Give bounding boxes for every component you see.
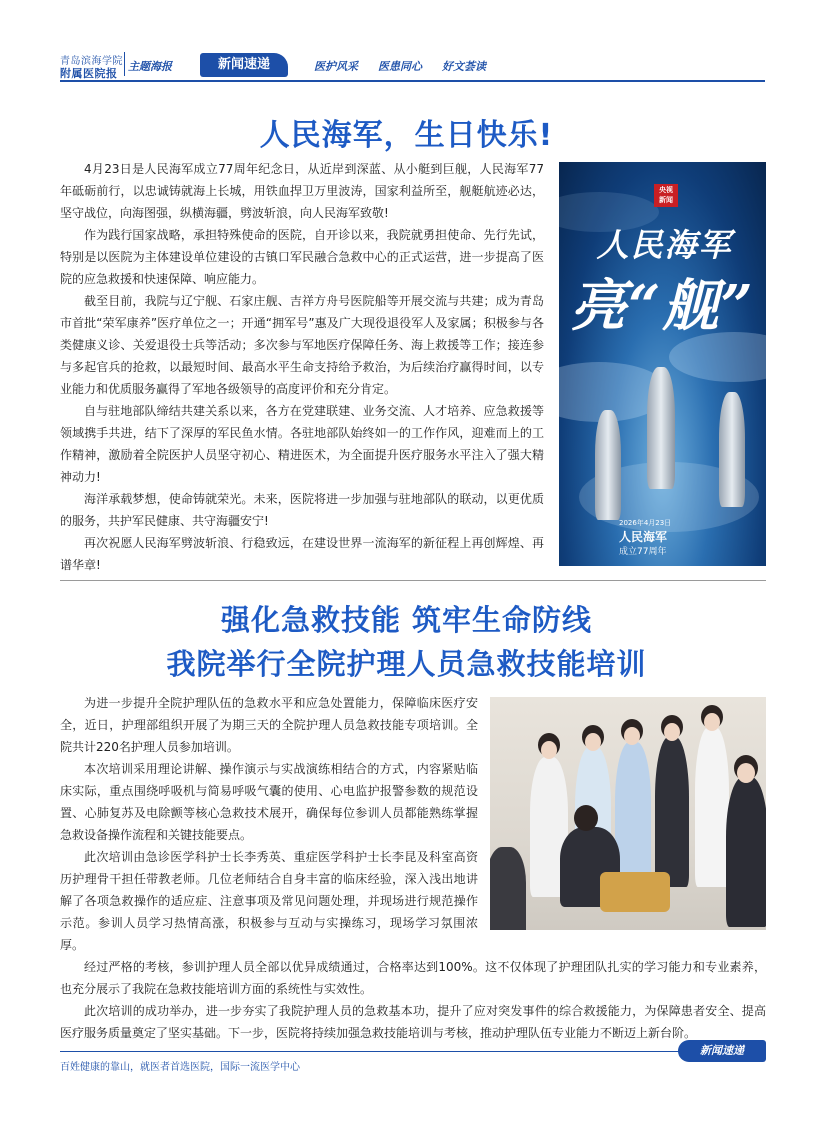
article1-paragraph: 作为践行国家战略，承担特殊使命的医院，自开诊以来，我院就勇担使命、先行先试，特别是以医院为主体建设单位建设的古镇口军民融合急救中心的正式运营，进一步提高了医院的应急救援和快速保障、响应能力。 <box>60 228 544 286</box>
nav-item-theme-poster[interactable]: 主题海报 <box>128 60 172 73</box>
masthead-logo-line2: 附属医院报 <box>60 67 118 80</box>
article1-paragraph: 海洋承载梦想，使命铸就荣光。未来，医院将进一步加强与驻地部队的联动，以更优质的服务，共护军民健康、共守海疆安宁! <box>60 492 544 528</box>
article2-title-line2: 我院举行全院护理人员急救技能培训 <box>166 647 647 681</box>
article2-body-side <box>60 692 478 956</box>
article2-body-full <box>60 956 766 1044</box>
article2-paragraph: 本次培训采用理论讲解、操作演示与实战演练相结合的方式，内容紧贴临床实际，重点围绕呼吸机与简易呼吸气囊的使用、心电监护报警参数的规范设置、心肺复苏及电除颤等核心急救技术展开，确保每位参训人员都能熟练掌握急救设备操作流程和关键技能要点。 <box>60 762 478 842</box>
poster-title-line1: 人民海军 <box>596 226 733 264</box>
article1-paragraph: 再次祝愿人民海军劈波斩浪、行稳致远，在建设世界一流海军的新征程上再创辉煌、再谱华章! <box>60 536 544 572</box>
article-divider <box>60 580 766 581</box>
article1-paragraph: 截至目前，我院与辽宁舰、石家庄舰、吉祥方舟号医院船等开展交流与共建；成为青岛市首批“荣军康养”医疗单位之一；开通“拥军号”惠及广大现役退役军人及家属；积极参与各类健康义诊、关爱退役士兵等活动；多次参与军地医疗保障任务、海上救援等工作；接连参与多起官兵的抢救，以最短时间、最高水平生命支持给予救治，为后续治疗赢得时间，以专业能力和优质服务赢得了军地各级领导的高度评价和充分肯定。 <box>60 294 544 396</box>
article1-title: 人民海军，生日快乐! <box>259 118 554 153</box>
masthead-logo-line1: 青岛滨海学院 <box>60 56 123 67</box>
poster-caption-sub: 成立77周年 <box>619 547 667 557</box>
nav-tab-news-active[interactable]: 新闻速递 <box>200 53 288 77</box>
poster-caption-main: 人民海军 <box>619 530 668 544</box>
footer-slogan: 百姓健康的靠山，就医者首选医院，国际一流医学中心 <box>60 1062 300 1073</box>
article2-title-line1: 强化急救技能 筑牢生命防线 <box>220 603 593 637</box>
article2-paragraph: 经过严格的考核，参训护理人员全部以优异成绩通过，合格率达到100%。这不仅体现了护理团队扎实的学习能力和专业素养，也充分展示了我院在急救技能培训方面的系统性与实效性。 <box>60 960 766 996</box>
nursing-training-photo <box>490 697 766 930</box>
article1-paragraph: 4月23日是人民海军成立77周年纪念日，从近岸到深蓝、从小艇到巨舰，人民海军77年砥砺前行，以忠诚铸就海上长城，用铁血捍卫万里波涛，国家利益所至，舰艇航迹必达，坚守战位，向海图强，纵横海疆，劈波斩浪，向人民海军致敬! <box>60 162 544 220</box>
article2-paragraph: 此次培训的成功举办，进一步夯实了我院护理人员的急救基本功，提升了应对突发事件的综合救援能力，为保障患者安全、提高医疗服务质量奠定了坚实基础。下一步，医院将持续加强急救技能培训与考核，推动护理队伍专业能力不断迈上新台阶。 <box>60 1004 766 1040</box>
article2-paragraph: 此次培训由急诊医学科护士长李秀英、重症医学科护士长李昆及科室高资历护理骨干担任带教老师。几位老师结合自身丰富的临床经验，深入浅出地讲解了各项急救操作的适应症、注意事项及常见问题处理，并现场进行规范操作示范。参训人员学习热情高涨，积极参与互动与实操练习，现场学习氛围浓厚。 <box>60 850 478 952</box>
aircraft-carrier-center <box>647 367 675 489</box>
header-rule <box>60 80 765 82</box>
article1-paragraph: 自与驻地部队缔结共建关系以来，各方在党建联建、业务交流、人才培养、应急救援等领域携手共进，结下了深厚的军民鱼水情。各驻地部队始终如一的工作作风，迎难而上的工作精神，激励着全院医护人员坚守初心、精进医术，为全面提升医疗服务水平注入了强大精神动力! <box>60 404 544 484</box>
masthead-separator <box>124 52 125 76</box>
article2-paragraph: 为进一步提升全院护理队伍的急救水平和应急处置能力，保障临床医疗安全，近日，护理部组织开展了为期三天的全院护理人员急救技能专项培训。全院共计220名护理人员参加培训。 <box>60 696 478 754</box>
poster-title-line2: 亮“舰” <box>570 273 755 339</box>
navy-anniversary-poster <box>559 162 766 566</box>
article1-body <box>60 158 544 576</box>
nav-item-staff[interactable]: 医护风采 <box>314 60 358 73</box>
footer-section-tab: 新闻速递 <box>678 1040 766 1062</box>
footer-rule <box>60 1051 680 1052</box>
aircraft-carrier-right <box>719 392 745 507</box>
nav-item-good-reads[interactable]: 好文荟读 <box>442 60 486 73</box>
aircraft-carrier-left <box>595 410 621 520</box>
cctv-news-logo: 央视 新闻 <box>654 184 678 207</box>
poster-date: 2026年4月23日 <box>619 519 672 527</box>
nav-item-doctor-patient[interactable]: 医患同心 <box>378 60 422 73</box>
